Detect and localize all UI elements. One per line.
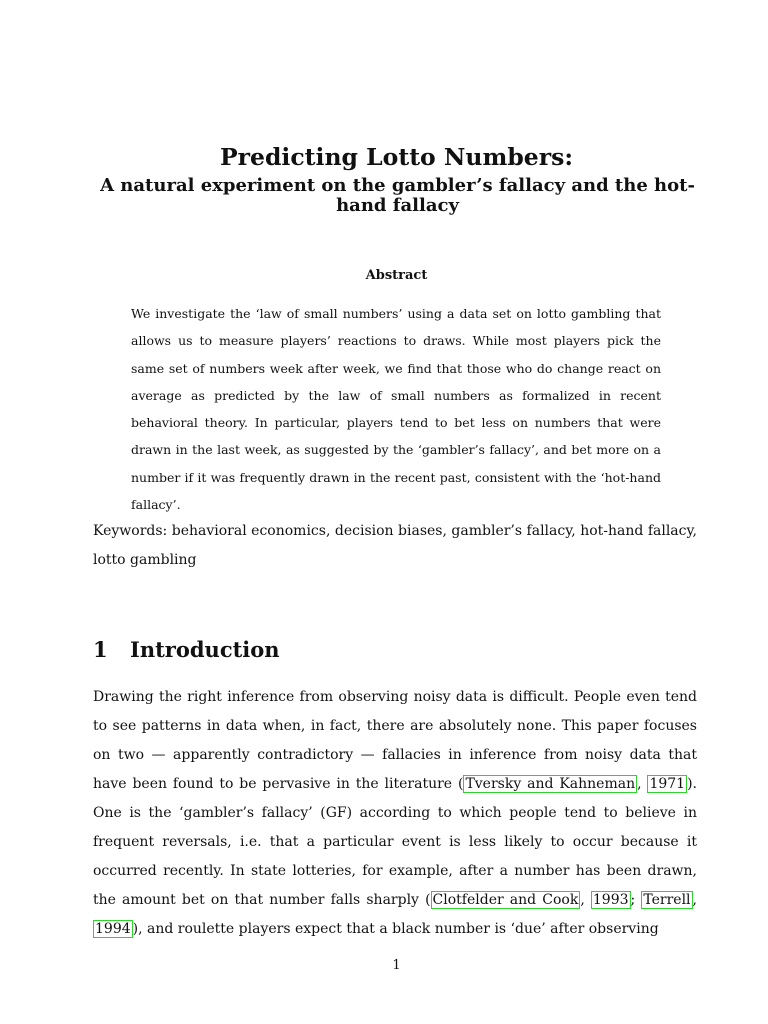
citation-link-tversky-kahneman[interactable]: Tversky and Kahneman: [465, 776, 636, 792]
paper-subtitle: A natural experiment on the gambler’s fallacy and the hot-hand fallacy: [100, 175, 695, 216]
abstract-text: We investigate the ‘law of small numbers’ using a data set on lotto gambling that allows us to measure players’ reactions to draws. While most players pick the same set of numbers week after week, we find that those who do change react on average as predicted by the law of small numbers as formalized in recent behavioral theory. In particular, players tend to bet less on numbers that were drawn in the last week, as suggested by the ‘gambler’s fallacy’, and bet more on a number if it was frequently drawn in the recent past, consistent with the ‘hot-hand fallacy’.: [131, 306, 661, 513]
section-heading: [93, 637, 280, 662]
citation-link-terrell[interactable]: Terrell: [643, 892, 691, 908]
intro-paragraph: [93, 683, 697, 944]
intro-text: ,: [580, 892, 591, 908]
intro-text: ;: [630, 892, 642, 908]
page-number: 1: [392, 958, 401, 973]
intro-text: ,: [637, 776, 648, 792]
citation-link-1971[interactable]: 1971: [649, 776, 686, 792]
citation-link-1994[interactable]: 1994: [95, 921, 131, 937]
intro-text: ), and roulette players expect that a black number is ‘due’ after observing: [132, 921, 659, 937]
citation-link-clotfelder-cook[interactable]: Clotfelder and Cook: [432, 892, 579, 908]
citation-link-1993[interactable]: 1993: [592, 892, 629, 908]
intro-text: Drawing the right inference from observing noisy data is difficult. People even tend to see patterns in data when, in fact, there are absolutely none. This paper focuses on two — apparently contradictory — fallacies in inference from noisy data that have been found to be pervasive in the literature (: [93, 689, 697, 792]
section-number: 1: [93, 637, 108, 662]
intro-text: ,: [692, 892, 697, 908]
intro-text: ). One is the ‘gambler’s fallacy’ (GF) according to which people tend to believe in frequent reversals, i.e. that a particular event is less likely to occur because it occurred recently. In state lotteries, for example, after a number has been drawn, the amount bet on that number falls sharply (: [93, 776, 698, 908]
section-title: Introduction: [130, 637, 280, 662]
keywords-line: Keywords: behavioral economics, decision biases, gambler’s fallacy, hot-hand fallacy, lotto gambling: [93, 523, 697, 568]
paper-title: Predicting Lotto Numbers:: [219, 143, 574, 171]
abstract-heading: Abstract: [365, 268, 428, 283]
